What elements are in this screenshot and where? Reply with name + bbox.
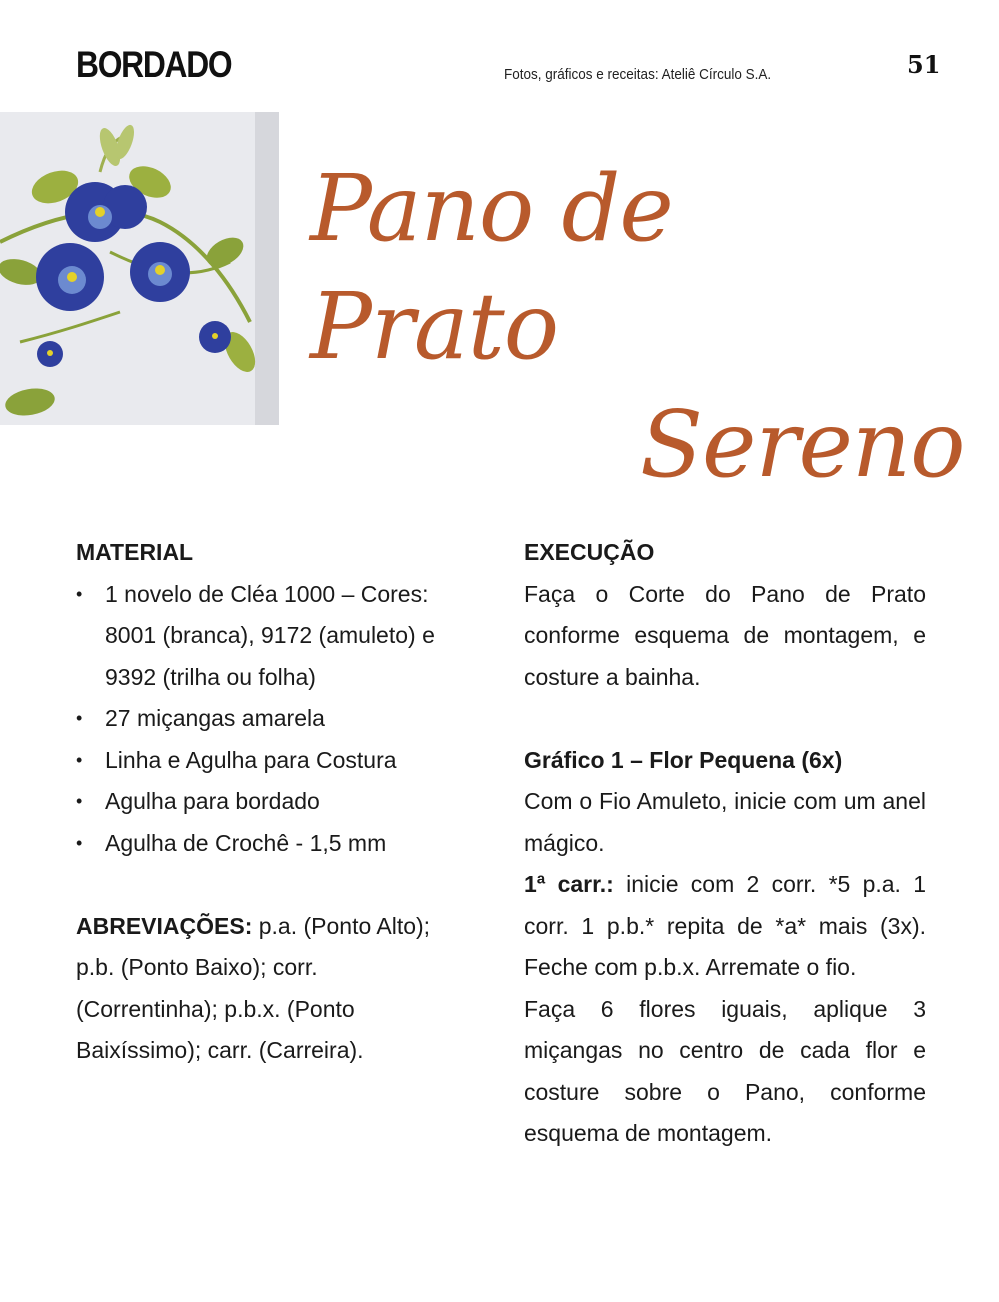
abbreviations-text: p.a. (Ponto Alto); p.b. (Ponto Baixo); corr. (Correntinha); p.b.x. (Ponto Baixíssimo); carr. (Carreira). (76, 912, 431, 1063)
list-item: • Agulha de Crochê - 1,5 mm (76, 823, 456, 865)
list-item: • Agulha para bordado (76, 781, 456, 823)
abbreviations-label: ABREVIAÇÕES: (76, 912, 253, 939)
title-line-2: Sereno (640, 391, 965, 498)
section-label: BORDADO (76, 44, 232, 85)
chart1-text: Com o Fio Amuleto, inicie com um anel mágico. (524, 788, 926, 856)
finish-text: Faça 6 flores iguais, aplique 3 miçangas no centro de cada flor e costure sobre o Pano, conforme esquema de montagem. (524, 995, 926, 1146)
abbreviations (76, 906, 456, 1072)
page-number: 51 (907, 50, 941, 79)
recipe-title (300, 150, 965, 504)
left-column (76, 532, 456, 1072)
row1-text: inicie com 2 corr. *5 p.a. 1 corr. 1 p.b.* repita de *a* mais (3x). Feche com p.b.x. Arremate o fio. (524, 871, 926, 980)
material-heading: MATERIAL (76, 539, 194, 565)
row1-instructions (524, 864, 926, 989)
list-item: • Linha e Agulha para Costura (76, 740, 456, 782)
credits: Fotos, gráficos e receitas: Ateliê Círculo S.A. (504, 66, 772, 83)
embroidery-photo (0, 112, 279, 425)
material-list (76, 574, 456, 865)
right-column (524, 532, 926, 1155)
embroidered-blue-flowers-photo (0, 112, 279, 425)
row1-label: 1ª carr.: (524, 871, 614, 897)
execution-heading: EXECUÇÃO (524, 539, 655, 565)
chart1-heading: Gráfico 1 – Flor Pequena (6x) (524, 746, 843, 773)
title-line-1: Pano de Prato (310, 155, 673, 380)
list-item: • 1 novelo de Cléa 1000 – Cores: 8001 (branca), 9172 (amuleto) e 9392 (trilha ou folha) (76, 574, 456, 699)
list-item: • 27 miçangas amarela (76, 698, 456, 740)
execution-intro: Faça o Corte do Pano de Prato conforme esquema de montagem, e costure a bainha. (524, 580, 926, 690)
